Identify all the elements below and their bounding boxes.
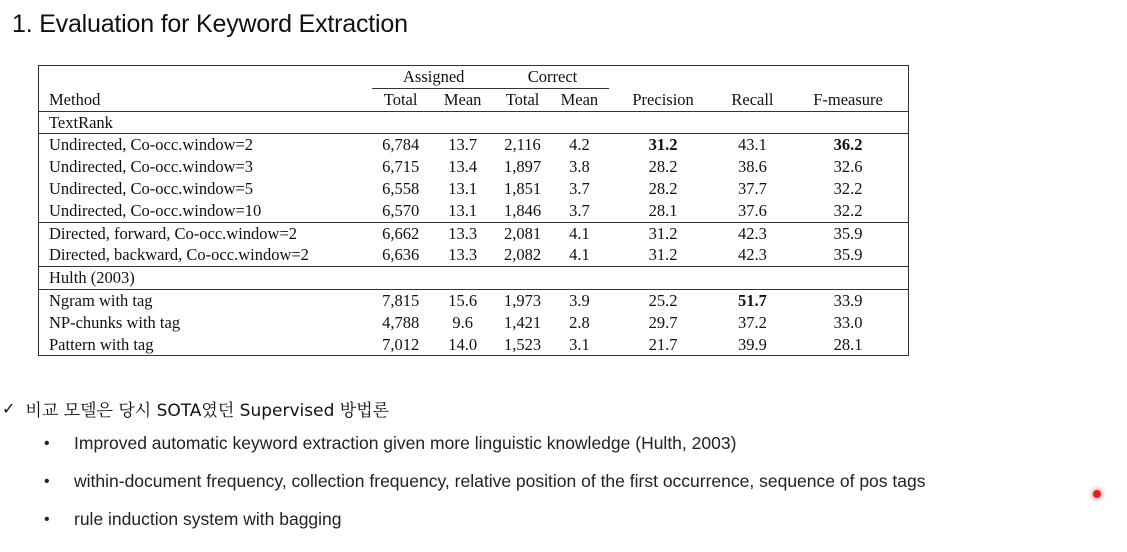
precision-cell: 31.2 bbox=[648, 245, 678, 265]
bullet-text: Improved automatic keyword extraction given more linguistic knowledge (Hulth, 2003) bbox=[74, 433, 737, 453]
precision-header: Precision bbox=[632, 89, 694, 109]
assigned-total-cell: 7,012 bbox=[382, 334, 420, 354]
f-measure-cell: 33.9 bbox=[788, 289, 908, 311]
recall-cell: 37.7 bbox=[738, 178, 767, 198]
assigned-mean-cell: 13.3 bbox=[448, 245, 478, 265]
assigned-mean-cell: 13.1 bbox=[448, 200, 478, 220]
assigned-mean-cell: 15.6 bbox=[430, 289, 496, 311]
correct-total-cell: 1,973 bbox=[496, 289, 550, 311]
bullet-icon: • bbox=[44, 510, 50, 528]
f-measure-cell: 32.2 bbox=[833, 200, 863, 220]
assigned-group-header: Assigned bbox=[372, 66, 496, 88]
assigned-mean-cell: 13.7 bbox=[430, 134, 496, 156]
recall-cell: 43.1 bbox=[717, 134, 788, 156]
correct-total-cell: 2,116 bbox=[496, 134, 550, 156]
assigned-total-cell: 6,662 bbox=[372, 222, 430, 244]
correct-group-header: Correct bbox=[496, 66, 610, 88]
recall-cell: 42.3 bbox=[738, 245, 767, 265]
correct-mean-cell: 3.8 bbox=[569, 157, 590, 177]
recall-cell: 42.3 bbox=[717, 222, 788, 244]
table-row bbox=[39, 222, 908, 244]
recall-cell: 39.9 bbox=[738, 334, 767, 354]
correct-total-header: Total bbox=[505, 89, 540, 109]
table-row bbox=[39, 156, 908, 178]
method-cell: Ngram with tag bbox=[39, 289, 372, 311]
table-row bbox=[39, 312, 908, 334]
correct-total-cell: 1,523 bbox=[504, 334, 542, 354]
section-label: Hulth (2003) bbox=[39, 267, 908, 290]
assigned-total-cell: 4,788 bbox=[382, 312, 420, 332]
slide-title: 1. Evaluation for Keyword Extraction bbox=[12, 10, 408, 38]
assigned-mean-header: Mean bbox=[443, 89, 482, 109]
precision-cell: 28.2 bbox=[648, 157, 678, 177]
bullet-icon: • bbox=[44, 472, 50, 490]
correct-mean-cell: 3.7 bbox=[569, 178, 590, 198]
correct-mean-cell: 4.2 bbox=[549, 134, 609, 156]
table-row bbox=[39, 200, 908, 222]
bullet-icon: • bbox=[44, 434, 50, 452]
f-measure-cell: 28.1 bbox=[833, 334, 863, 354]
table-row bbox=[39, 134, 908, 156]
correct-mean-cell: 3.7 bbox=[569, 200, 590, 220]
table-group-header-row bbox=[39, 66, 908, 88]
assigned-mean-cell: 14.0 bbox=[448, 334, 478, 354]
bullet-text: rule induction system with bagging bbox=[74, 509, 342, 529]
check-mark-icon: ✓ bbox=[2, 399, 16, 418]
assigned-total-cell: 7,815 bbox=[372, 289, 430, 311]
bullet-item bbox=[44, 509, 342, 530]
method-cell: NP-chunks with tag bbox=[49, 312, 181, 332]
precision-cell: 31.2 bbox=[609, 222, 716, 244]
check-note-text: 비교 모델은 당시 SOTA였던 Supervised 방법론 bbox=[25, 401, 390, 421]
bullet-item bbox=[44, 433, 736, 454]
assigned-total-cell: 6,715 bbox=[382, 157, 420, 177]
f-measure-cell: 32.2 bbox=[833, 178, 863, 198]
section-label-row bbox=[39, 267, 908, 290]
method-column-header: Method bbox=[49, 89, 101, 109]
precision-cell: 25.2 bbox=[609, 289, 716, 311]
f-measure-cell: 35.9 bbox=[788, 222, 908, 244]
correct-mean-header: Mean bbox=[560, 89, 599, 109]
precision-cell: 21.7 bbox=[648, 334, 678, 354]
f-measure-cell: 36.2 bbox=[788, 134, 908, 156]
assigned-mean-cell: 13.3 bbox=[430, 222, 496, 244]
correct-total-cell: 2,082 bbox=[504, 245, 542, 265]
laser-pointer-icon bbox=[1093, 490, 1101, 498]
method-cell: Undirected, Co-occ.window=2 bbox=[39, 134, 372, 156]
precision-cell: 28.1 bbox=[648, 200, 678, 220]
recall-cell: 38.6 bbox=[738, 157, 767, 177]
method-cell: Directed, backward, Co-occ.window=2 bbox=[49, 245, 309, 265]
assigned-total-header: Total bbox=[383, 89, 418, 109]
table-row bbox=[39, 244, 908, 266]
assigned-mean-cell: 9.6 bbox=[452, 312, 473, 332]
assigned-total-cell: 6,570 bbox=[382, 200, 420, 220]
correct-mean-cell: 2.8 bbox=[569, 312, 590, 332]
precision-cell: 29.7 bbox=[648, 312, 678, 332]
f-measure-cell: 35.9 bbox=[833, 245, 863, 265]
method-cell: Pattern with tag bbox=[49, 334, 154, 354]
precision-cell: 31.2 bbox=[609, 134, 716, 156]
correct-total-cell: 1,851 bbox=[504, 178, 542, 198]
correct-mean-cell: 3.1 bbox=[569, 334, 590, 354]
f-measure-cell: 32.6 bbox=[833, 157, 863, 177]
recall-header: Recall bbox=[731, 89, 774, 109]
assigned-total-cell: 6,784 bbox=[372, 134, 430, 156]
correct-mean-cell: 3.9 bbox=[549, 289, 609, 311]
correct-mean-cell: 4.1 bbox=[549, 222, 609, 244]
assigned-total-cell: 6,558 bbox=[382, 178, 420, 198]
section-label-row bbox=[39, 111, 908, 134]
recall-cell: 37.2 bbox=[738, 312, 767, 332]
method-cell: Directed, forward, Co-occ.window=2 bbox=[39, 222, 372, 244]
table-header-row bbox=[39, 88, 908, 111]
precision-cell: 28.2 bbox=[648, 178, 678, 198]
recall-cell: 37.6 bbox=[738, 200, 767, 220]
evaluation-table bbox=[38, 65, 909, 356]
table-row bbox=[39, 289, 908, 311]
method-cell: Undirected, Co-occ.window=3 bbox=[49, 157, 254, 177]
correct-total-cell: 2,081 bbox=[496, 222, 550, 244]
assigned-total-cell: 6,636 bbox=[382, 245, 420, 265]
section-label: TextRank bbox=[39, 111, 908, 134]
correct-mean-cell: 4.1 bbox=[569, 245, 590, 265]
correct-total-cell: 1,846 bbox=[504, 200, 542, 220]
check-note bbox=[2, 396, 389, 421]
correct-total-cell: 1,421 bbox=[504, 312, 542, 332]
method-cell: Undirected, Co-occ.window=10 bbox=[49, 200, 262, 220]
table-row bbox=[39, 178, 908, 200]
assigned-mean-cell: 13.1 bbox=[448, 178, 478, 198]
bullet-item bbox=[44, 471, 925, 492]
table-row bbox=[39, 334, 908, 356]
recall-cell: 51.7 bbox=[717, 289, 788, 311]
method-cell: Undirected, Co-occ.window=5 bbox=[49, 178, 254, 198]
assigned-mean-cell: 13.4 bbox=[448, 157, 478, 177]
bullet-text: within-document frequency, collection frequency, relative position of the first occurrence, sequence of pos tags bbox=[74, 471, 926, 491]
correct-total-cell: 1,897 bbox=[504, 157, 542, 177]
f-measure-header: F-measure bbox=[813, 89, 883, 109]
f-measure-cell: 33.0 bbox=[833, 312, 863, 332]
